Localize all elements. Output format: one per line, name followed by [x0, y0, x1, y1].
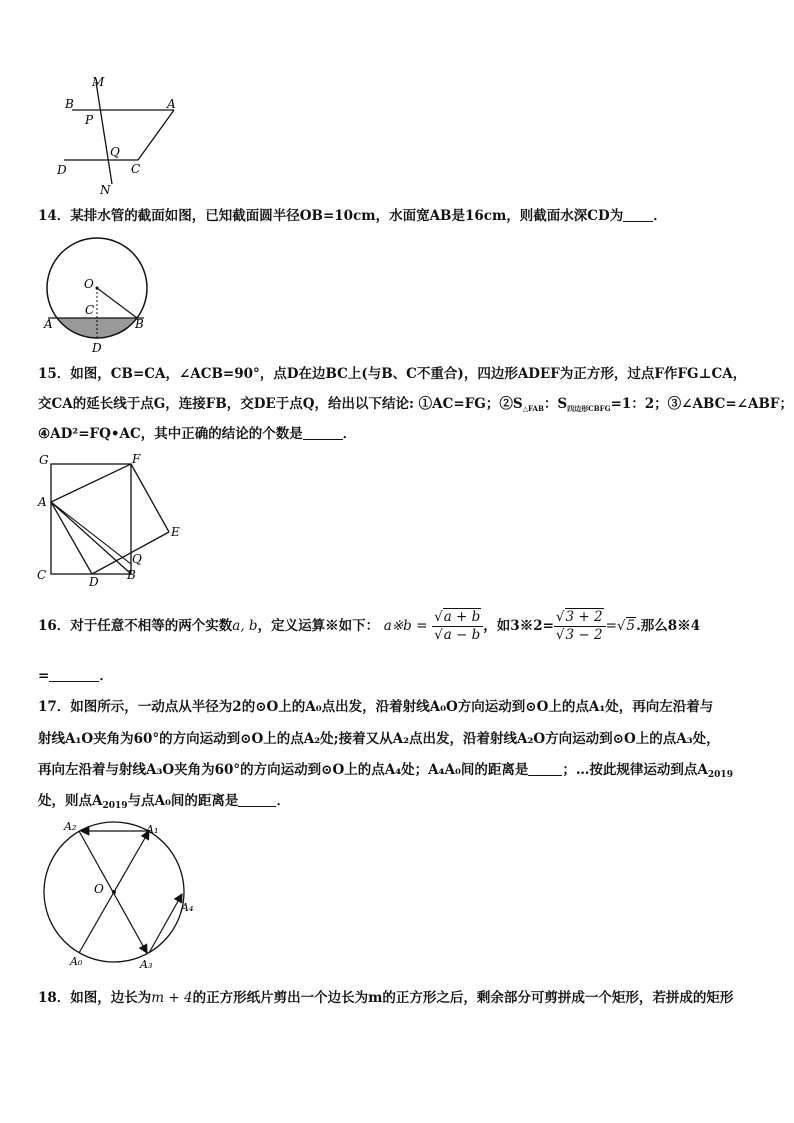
label-d: D: [92, 341, 102, 355]
label-a2: A₂: [64, 820, 77, 833]
circle-path-figure: [36, 816, 206, 976]
question-16: 16．对于任意不相等的两个实数a, b，定义运算※如下： a※b = $\frac{√a + b}{√a - b}$ ，如3※2= $\frac{√3 + 2}{√3 - 2}$ =√5.那么8※4: [38, 609, 701, 643]
question-15-line1: 15．如图，CB=CA，∠ACB=90°，点D在边BC上(与B、C不重合)，四边形ADEF为正方形，过点F作FG⊥CA，: [38, 366, 747, 382]
label-b: B: [127, 568, 136, 582]
fraction-definition: $\frac{√a + b}{√a - b}$: [432, 609, 483, 644]
fraction-example: $\frac{√3 + 2}{√3 - 2}$: [554, 609, 606, 644]
question-15-line3: ④AD²=FQ•AC，其中正确的结论的个数是 ．: [38, 426, 357, 442]
center-point: [112, 890, 116, 894]
square-triangle-figure: [34, 452, 184, 588]
question-number: 17．: [38, 699, 71, 715]
answer-blank: [49, 667, 99, 682]
segment-ad: [51, 502, 92, 574]
label-d: D: [89, 575, 99, 588]
label-a4: A₄: [181, 901, 194, 914]
question-17-line3: 再向左沿着与射线A₃O夹角为60°的方向运动到⊙O上的点A₄处；A₄A₀间的距离是 ；…按此规律运动到点$A_{2019}$: [38, 762, 733, 780]
question-17-line4: 处，则点$A_{2019}$与点A₀间的距离是 ．: [38, 793, 290, 811]
segment-af: [51, 464, 131, 502]
label-a3: A₃: [140, 958, 153, 971]
label-b: B: [135, 317, 144, 331]
segment-aq: [51, 502, 131, 564]
label-g: G: [39, 453, 49, 467]
question-number: 18．: [38, 990, 71, 1006]
question-16-line2: = ．: [38, 668, 113, 684]
label-n: N: [100, 183, 111, 196]
label-c: C: [131, 162, 141, 176]
segment-ab: [51, 502, 131, 574]
label-p: P: [85, 113, 94, 127]
question-14: 14．某排水管的截面如图，已知截面圆半径OB=10cm，水面宽AB是16cm，则截面水深CD为 ．: [38, 208, 667, 224]
label-f: F: [132, 452, 141, 466]
answer-blank: [623, 207, 653, 222]
label-a: A: [167, 97, 176, 111]
label-o: O: [84, 277, 94, 291]
rectangle-gcbf: [51, 464, 131, 574]
label-c: C: [37, 568, 47, 582]
label-e: E: [171, 525, 180, 539]
center-point: [96, 287, 99, 290]
question-18: 18．如图，边长为m + 4的正方形纸片剪出一个边长为m的正方形之后，剩余部分可剪拼成一个矩形，若拼成的矩形: [38, 990, 734, 1006]
label-q: Q: [110, 145, 120, 159]
transversal-mn: [96, 82, 112, 184]
label-a0: A₀: [70, 955, 83, 968]
label-b: B: [65, 97, 74, 111]
question-number: 15．: [38, 366, 71, 382]
question-number: 16．: [38, 618, 71, 634]
radius-ob: [97, 288, 137, 318]
label-o: O: [94, 882, 104, 896]
question-number: 14．: [38, 208, 71, 224]
answer-blank: [238, 792, 276, 807]
label-c: C: [85, 303, 95, 317]
label-d: D: [57, 163, 67, 177]
question-text: 某排水管的截面如图，已知截面圆半径OB=10cm，水面宽AB是16cm，则截面水深CD为: [70, 208, 624, 224]
question-15-line2: 交CA的延长线于点G，连接FB，交DE于点Q，给出以下结论: ①AC=FG；$②S_{\triangle FAB}$：$S_{四边形CBFG}=1$：2；③∠ABC=∠ABF；: [38, 396, 793, 413]
label-a: A: [44, 317, 53, 331]
pipe-cross-section-figure: [40, 236, 155, 356]
question-17-line2: 射线A₁O夹角为60°的方向运动到⊙O上的点A₂处;接着又从A₂点出发，沿着射线A₂O方向运动到⊙O上的点A₃处，: [38, 731, 720, 747]
segment-fe: [131, 464, 169, 532]
label-q: Q: [132, 552, 142, 566]
answer-blank: [528, 761, 562, 776]
label-m: M: [92, 75, 105, 89]
label-a1: A₁: [146, 823, 159, 836]
segment-ac: [138, 110, 174, 160]
answer-blank: [303, 425, 343, 440]
parallel-lines-figure: [50, 72, 190, 196]
question-17-line1: 17．如图所示，一动点从半径为2的⊙O上的A₀点出发，沿着射线A₀O方向运动到⊙O上的点A₁处，再向左沿着与: [38, 699, 714, 715]
label-a: A: [38, 495, 47, 509]
